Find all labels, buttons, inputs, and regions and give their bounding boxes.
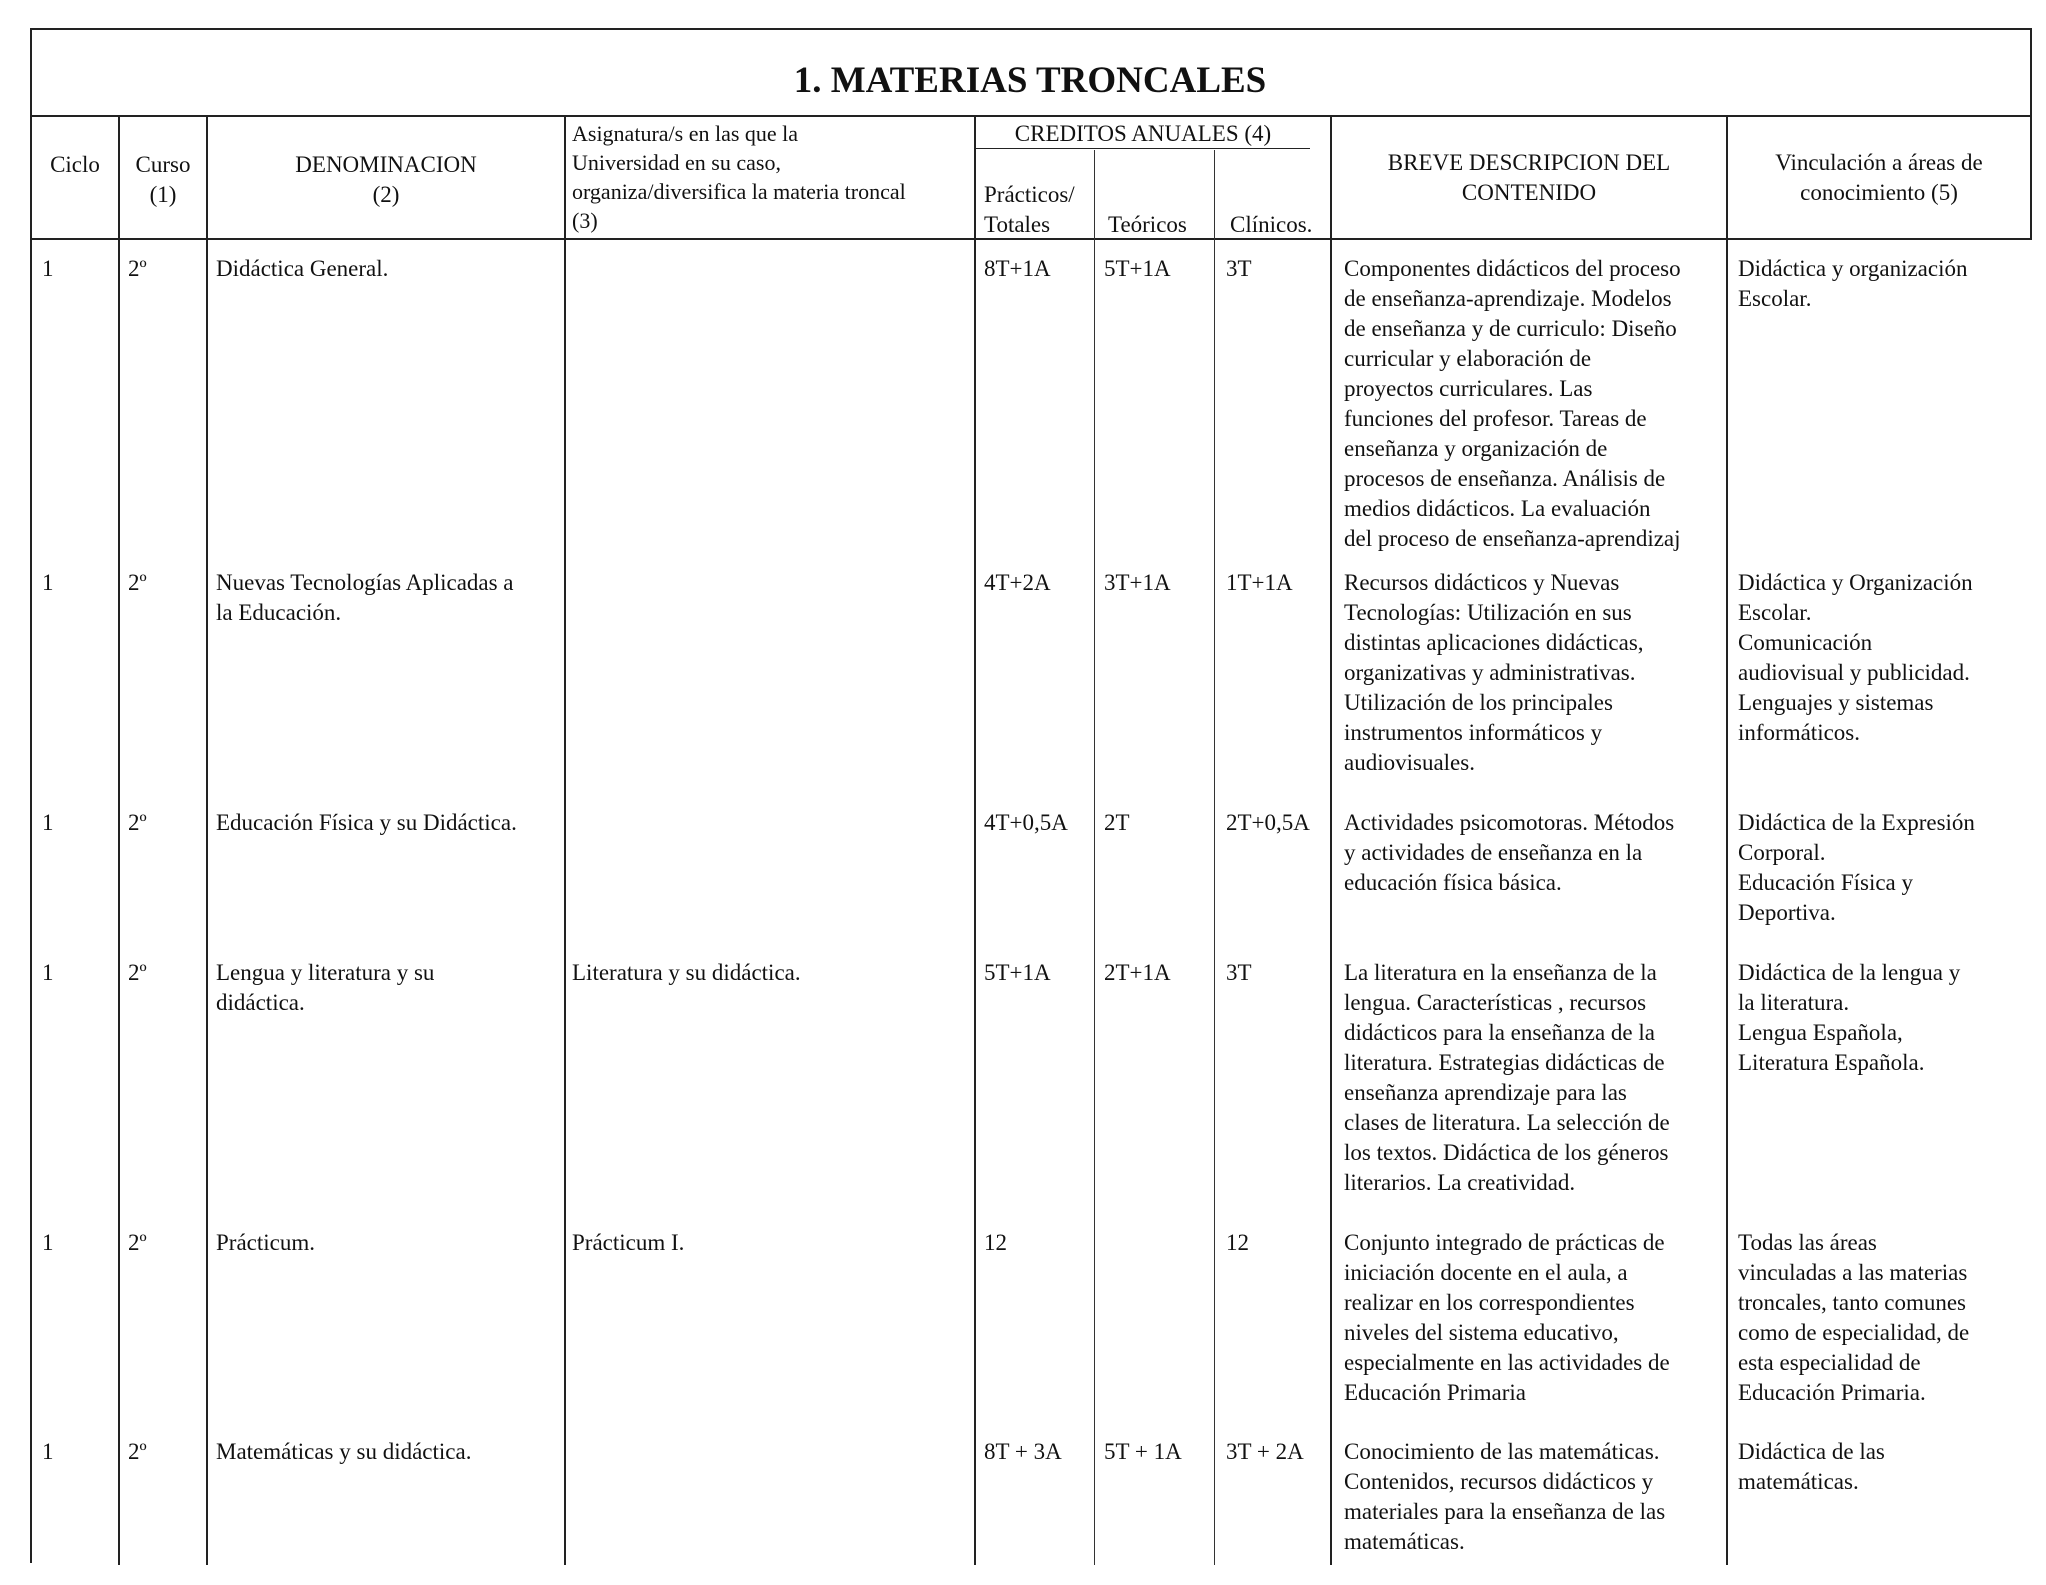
col-divider-ciclo xyxy=(118,115,120,1565)
cell-denominacion: Lengua y literatura y su didáctica. xyxy=(216,960,435,1015)
col-divider-curso xyxy=(206,115,208,1565)
cell-clinicos: 12 xyxy=(1226,1230,1249,1255)
cell-teoricos: 3T+1A xyxy=(1104,570,1171,595)
col-divider-descripcion xyxy=(1726,115,1728,1565)
table-left-border xyxy=(30,28,32,1563)
cell-teoricos: 5T + 1A xyxy=(1104,1439,1182,1464)
cell-descripcion: Componentes didácticos del proceso de enseñanza-aprendizaje. Modelos de enseñanza y de curriculo: Diseño curricular y elaboración de proyectos curriculares. Las funciones del profesor. Tareas de enseñanza y organización de procesos de enseñanza. Análisis de medios didácticos. La evaluación del proceso de enseñanza-aprendizaj xyxy=(1344,256,1681,551)
cell-clinicos: 3T xyxy=(1226,256,1252,281)
header-practicos: Prácticos/ Totales xyxy=(984,182,1075,237)
cell-vinculacion: Didáctica de las matemáticas. xyxy=(1738,1439,1885,1494)
cell-descripcion: Conjunto integrado de prácticas de iniciación docente en el aula, a realizar en los correspondientes niveles del sistema educativo, especialmente en las actividades de Educación Primaria xyxy=(1344,1230,1670,1405)
cell-curso: 2º xyxy=(128,570,147,595)
cell-ciclo: 1 xyxy=(42,960,54,985)
cell-descripcion: La literatura en la enseñanza de la lengua. Características , recursos didácticos para la enseñanza de la literatura. Estrategias didácticas de enseñanza aprendizaje para las clases de literatura. La selección de los textos. Didáctica de los géneros literarios. La creatividad. xyxy=(1344,960,1670,1195)
col-divider-denominacion xyxy=(564,115,566,1565)
cell-denominacion: Nuevas Tecnologías Aplicadas a la Educación. xyxy=(216,570,514,625)
table-top-border xyxy=(30,28,2032,30)
col-divider-totales xyxy=(1094,150,1095,1565)
cell-denominacion: Prácticum. xyxy=(216,1230,315,1255)
cell-denominacion: Didáctica General. xyxy=(216,256,389,281)
header-descripcion: BREVE DESCRIPCION DEL CONTENIDO xyxy=(1387,150,1671,205)
header-asignaturas: Asignatura/s en las que la Universidad en su caso, organiza/diversifica la materia troncal (3) xyxy=(572,121,906,233)
table-right-border xyxy=(2030,28,2032,239)
cell-curso: 2º xyxy=(128,960,147,985)
cell-totales: 4T+2A xyxy=(984,570,1051,595)
col-divider-teoricos xyxy=(1214,150,1215,1565)
cell-totales: 4T+0,5A xyxy=(984,810,1068,835)
cell-descripcion: Recursos didácticos y Nuevas Tecnologías: Utilización en sus distintas aplicaciones didácticas, organizativas y administrativas. Utilización de los principales instrumentos informáticos y audiovisuales. xyxy=(1344,570,1644,775)
header-teoricos: Teóricos xyxy=(1108,212,1187,237)
cell-descripcion: Actividades psicomotoras. Métodos y actividades de enseñanza en la educación física básica. xyxy=(1344,810,1675,895)
cell-curso: 2º xyxy=(128,256,147,281)
cell-totales: 5T+1A xyxy=(984,960,1051,985)
cell-curso: 2º xyxy=(128,810,147,835)
cell-totales: 8T+1A xyxy=(984,256,1051,281)
cell-curso: 2º xyxy=(128,1439,147,1464)
cell-totales: 8T + 3A xyxy=(984,1439,1062,1464)
cell-descripcion: Conocimiento de las matemáticas. Contenidos, recursos didácticos y materiales para la enseñanza de las matemáticas. xyxy=(1344,1439,1666,1554)
cell-denominacion: Matemáticas y su didáctica. xyxy=(216,1439,472,1464)
cell-teoricos: 2T xyxy=(1104,810,1130,835)
cell-clinicos: 1T+1A xyxy=(1226,570,1293,595)
header-clinicos: Clínicos. xyxy=(1230,212,1313,237)
header-curso: Curso (1) xyxy=(135,152,191,207)
cell-clinicos: 3T xyxy=(1226,960,1252,985)
cell-ciclo: 1 xyxy=(42,256,54,281)
header-vinculacion: Vinculación a áreas de conocimiento (5) xyxy=(1775,150,1983,205)
title-bottom-border xyxy=(30,115,2032,117)
header-creditos: CREDITOS ANUALES (4) xyxy=(1014,121,1272,146)
header-ciclo: Ciclo xyxy=(50,152,100,177)
col-divider-asignaturas xyxy=(974,115,976,1565)
cell-asignatura: Prácticum I. xyxy=(572,1230,685,1255)
cell-vinculacion: Todas las áreas vinculadas a las materias troncales, tanto comunes como de especialidad, de esta especialidad de Educación Primaria. xyxy=(1738,1230,1970,1405)
cell-teoricos: 5T+1A xyxy=(1104,256,1171,281)
cell-ciclo: 1 xyxy=(42,570,54,595)
cell-ciclo: 1 xyxy=(42,810,54,835)
cell-vinculacion: Didáctica y organización Escolar. xyxy=(1738,256,1968,311)
col-divider-clinicos xyxy=(1330,115,1332,1565)
header-denominacion: DENOMINACION (2) xyxy=(295,152,477,207)
page-title: 1. MATERIAS TRONCALES xyxy=(793,60,1267,101)
cell-clinicos: 2T+0,5A xyxy=(1226,810,1310,835)
cell-clinicos: 3T + 2A xyxy=(1226,1439,1304,1464)
cell-ciclo: 1 xyxy=(42,1439,54,1464)
cell-asignatura: Literatura y su didáctica. xyxy=(572,960,801,985)
cell-teoricos: 2T+1A xyxy=(1104,960,1171,985)
cell-vinculacion: Didáctica de la Expresión Corporal. Educación Física y Deportiva. xyxy=(1738,810,1975,925)
cell-vinculacion: Didáctica de la lengua y la literatura. Lengua Española, Literatura Española. xyxy=(1738,960,1961,1075)
cell-ciclo: 1 xyxy=(42,1230,54,1255)
cell-totales: 12 xyxy=(984,1230,1007,1255)
cell-denominacion: Educación Física y su Didáctica. xyxy=(216,810,517,835)
cell-curso: 2º xyxy=(128,1230,147,1255)
cell-vinculacion: Didáctica y Organización Escolar. Comunicación audiovisual y publicidad. Lenguajes y sistemas informáticos. xyxy=(1738,570,1973,745)
